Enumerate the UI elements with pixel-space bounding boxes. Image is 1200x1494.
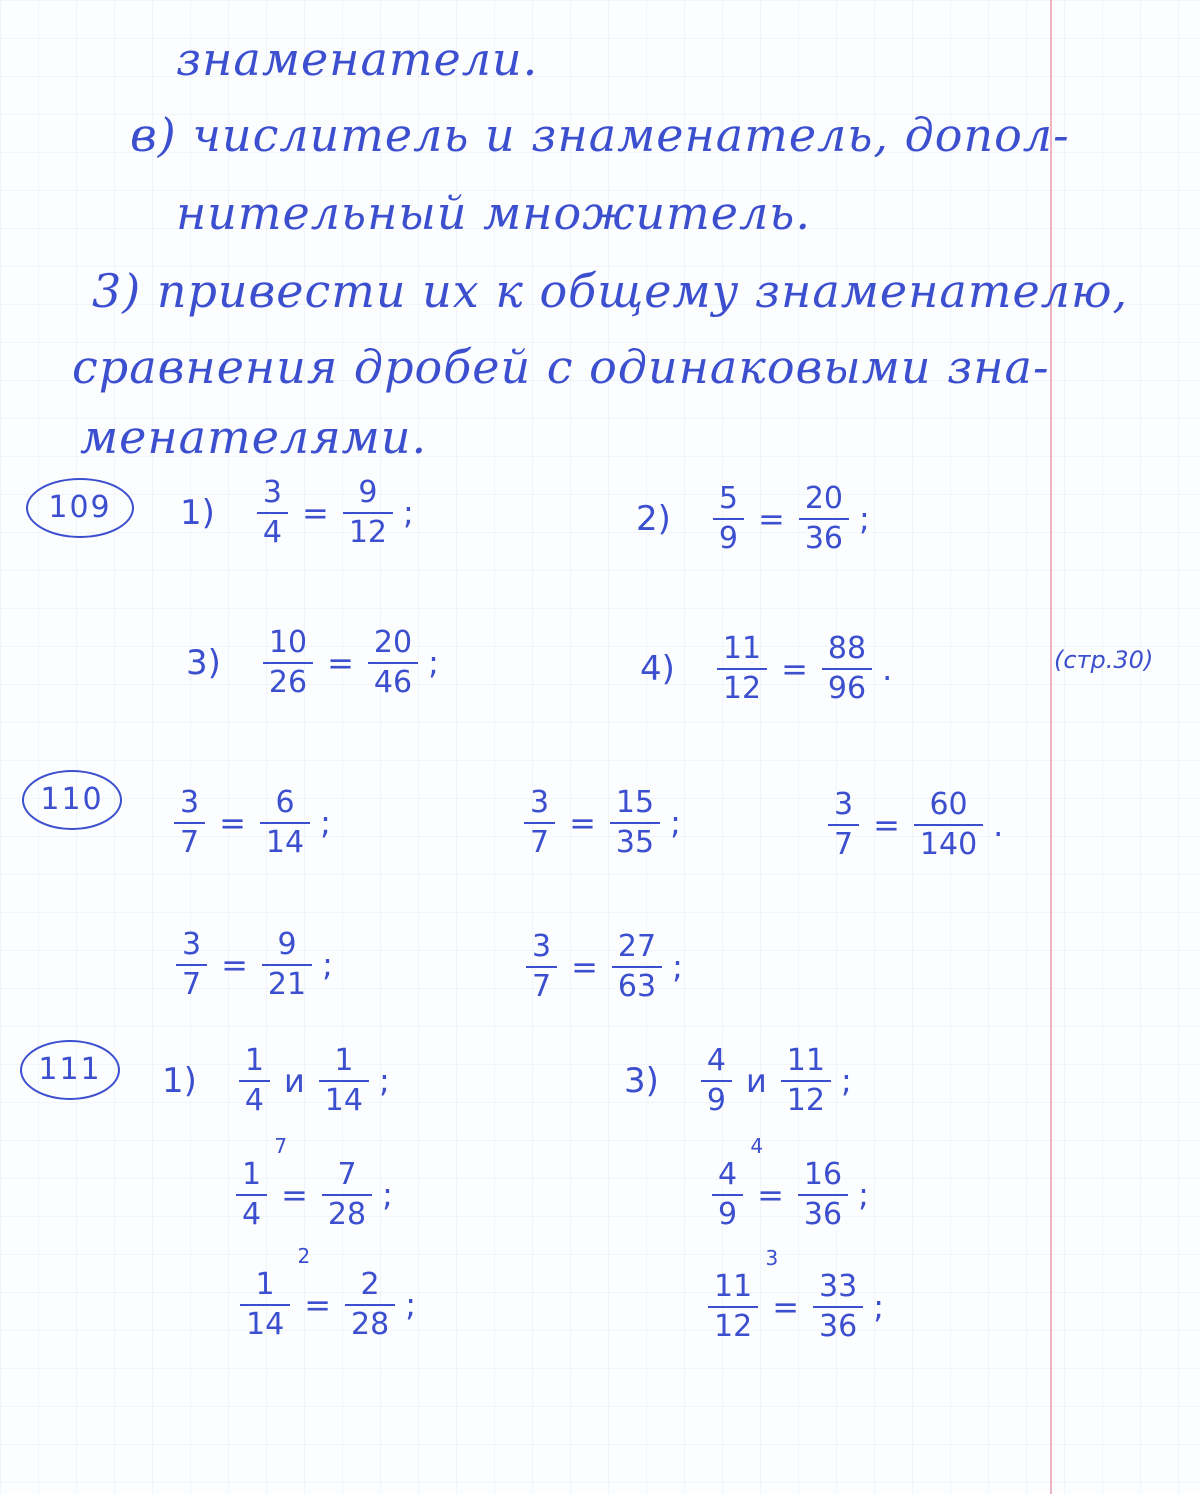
task-111-part-3-pair bbox=[624, 1043, 852, 1118]
text-line-4: 3) привести их к общему знаменателю, bbox=[92, 264, 1129, 318]
fraction: $\frac{9}{12}$ bbox=[343, 478, 393, 548]
item-label: 3) bbox=[624, 1061, 659, 1101]
fraction: $\frac{3}{7}$ bbox=[828, 790, 859, 860]
item-label: 1) bbox=[180, 493, 215, 533]
task-111-part-1-step-2 bbox=[236, 1244, 416, 1342]
equals-sign: = bbox=[327, 644, 354, 682]
equals-sign: = bbox=[221, 946, 248, 984]
separator: ; bbox=[428, 644, 439, 682]
fraction: $\frac{1}{4}$ bbox=[239, 1046, 270, 1116]
fraction: $\frac{60}{140}$ bbox=[914, 790, 983, 860]
task-110-item-1 bbox=[170, 785, 331, 860]
fraction: $\frac{33}{36}$ bbox=[813, 1272, 863, 1342]
fraction: $\frac{3}{4}$ bbox=[257, 478, 288, 548]
task-109-item-3 bbox=[186, 625, 439, 700]
equals-sign: = bbox=[772, 1288, 799, 1326]
separator: ; bbox=[858, 1176, 869, 1214]
fraction: $\frac{5}{9}$ bbox=[713, 484, 744, 554]
equals-sign: = bbox=[219, 804, 246, 842]
equals-sign: = bbox=[304, 1286, 331, 1324]
text-line-2: в) числитель и знаменатель, допол- bbox=[130, 108, 1070, 162]
equals-sign: = bbox=[781, 650, 808, 688]
equals-sign: = bbox=[757, 1176, 784, 1214]
fraction-with-multiplier: 4 4 9 bbox=[712, 1160, 743, 1230]
separator: ; bbox=[378, 1062, 390, 1100]
fraction: $\frac{3}{7}$ bbox=[526, 932, 557, 1002]
equals-sign: = bbox=[873, 806, 900, 844]
task-111-part-1-step-1 bbox=[232, 1134, 393, 1232]
equals-sign: = bbox=[281, 1176, 308, 1214]
separator: ; bbox=[859, 500, 870, 538]
fraction: $\frac{20}{36}$ bbox=[799, 484, 849, 554]
equals-sign: = bbox=[302, 494, 329, 532]
multiplier: 2 bbox=[297, 1244, 311, 1268]
page-reference-note: (стр.30) bbox=[1054, 646, 1154, 674]
fraction: $\frac{15}{35}$ bbox=[610, 788, 660, 858]
task-110-item-4 bbox=[172, 927, 333, 1002]
equals-sign: = bbox=[569, 804, 596, 842]
fraction: $\frac{27}{63}$ bbox=[612, 932, 662, 1002]
fraction: $\frac{11}{12}$ bbox=[781, 1046, 831, 1116]
fraction: $\frac{16}{36}$ bbox=[798, 1160, 848, 1230]
fraction: $\frac{3}{7}$ bbox=[174, 788, 205, 858]
task-number-110: 110 bbox=[22, 770, 122, 830]
fraction-with-multiplier: 2 1 14 bbox=[240, 1270, 290, 1340]
fraction: $\frac{6}{14}$ bbox=[260, 788, 310, 858]
fraction: $\frac{3}{7}$ bbox=[524, 788, 555, 858]
conjunction: и bbox=[746, 1062, 767, 1100]
text-line-6: менателями. bbox=[80, 410, 428, 464]
text-line-5: сравнения дробей с одинаковыми зна- bbox=[72, 340, 1050, 394]
task-110-item-5 bbox=[522, 929, 683, 1004]
separator: . bbox=[993, 806, 1004, 844]
task-number-109: 109 bbox=[26, 478, 134, 538]
text-line-1: знаменатели. bbox=[176, 32, 539, 86]
separator: ; bbox=[322, 946, 333, 984]
task-109-item-1 bbox=[180, 475, 414, 550]
conjunction: и bbox=[284, 1062, 305, 1100]
task-111-part-1-pair bbox=[162, 1043, 390, 1118]
task-110-item-3 bbox=[824, 787, 1004, 862]
task-111-part-3-step-1 bbox=[708, 1134, 869, 1232]
fraction: $\frac{20}{46}$ bbox=[368, 628, 418, 698]
text-line-3: нительный множитель. bbox=[176, 186, 811, 240]
fraction-with-multiplier: 7 1 4 bbox=[236, 1160, 267, 1230]
fraction: $\frac{10}{26}$ bbox=[263, 628, 313, 698]
multiplier: 3 bbox=[765, 1246, 779, 1270]
fraction: $\frac{88}{96}$ bbox=[822, 634, 872, 704]
separator: ; bbox=[403, 494, 414, 532]
task-110-item-2 bbox=[520, 785, 681, 860]
task-number-111: 111 bbox=[20, 1040, 120, 1100]
separator: ; bbox=[405, 1286, 416, 1324]
margin-line bbox=[1050, 0, 1052, 1494]
separator: ; bbox=[672, 948, 683, 986]
separator: . bbox=[882, 650, 893, 688]
equals-sign: = bbox=[571, 948, 598, 986]
fraction-with-multiplier: 3 11 12 bbox=[708, 1272, 758, 1342]
fraction: $\frac{9}{21}$ bbox=[262, 930, 312, 1000]
separator: ; bbox=[873, 1288, 884, 1326]
item-label: 3) bbox=[186, 643, 221, 683]
fraction: $\frac{3}{7}$ bbox=[176, 930, 207, 1000]
fraction: $\frac{7}{28}$ bbox=[322, 1160, 372, 1230]
task-109-item-4 bbox=[640, 631, 893, 706]
separator: ; bbox=[320, 804, 331, 842]
fraction: $\frac{2}{28}$ bbox=[345, 1270, 395, 1340]
item-label: 1) bbox=[162, 1061, 197, 1101]
separator: ; bbox=[670, 804, 681, 842]
fraction: $\frac{11}{12}$ bbox=[717, 634, 767, 704]
separator: ; bbox=[382, 1176, 393, 1214]
fraction: $\frac{4}{9}$ bbox=[701, 1046, 732, 1116]
fraction: $\frac{1}{14}$ bbox=[319, 1046, 369, 1116]
equals-sign: = bbox=[758, 500, 785, 538]
separator: ; bbox=[840, 1062, 852, 1100]
item-label: 2) bbox=[636, 499, 671, 539]
task-109-item-2 bbox=[636, 481, 870, 556]
multiplier: 4 bbox=[750, 1134, 764, 1158]
task-111-part-3-step-2 bbox=[704, 1246, 884, 1344]
item-label: 4) bbox=[640, 649, 675, 689]
multiplier: 7 bbox=[274, 1134, 288, 1158]
